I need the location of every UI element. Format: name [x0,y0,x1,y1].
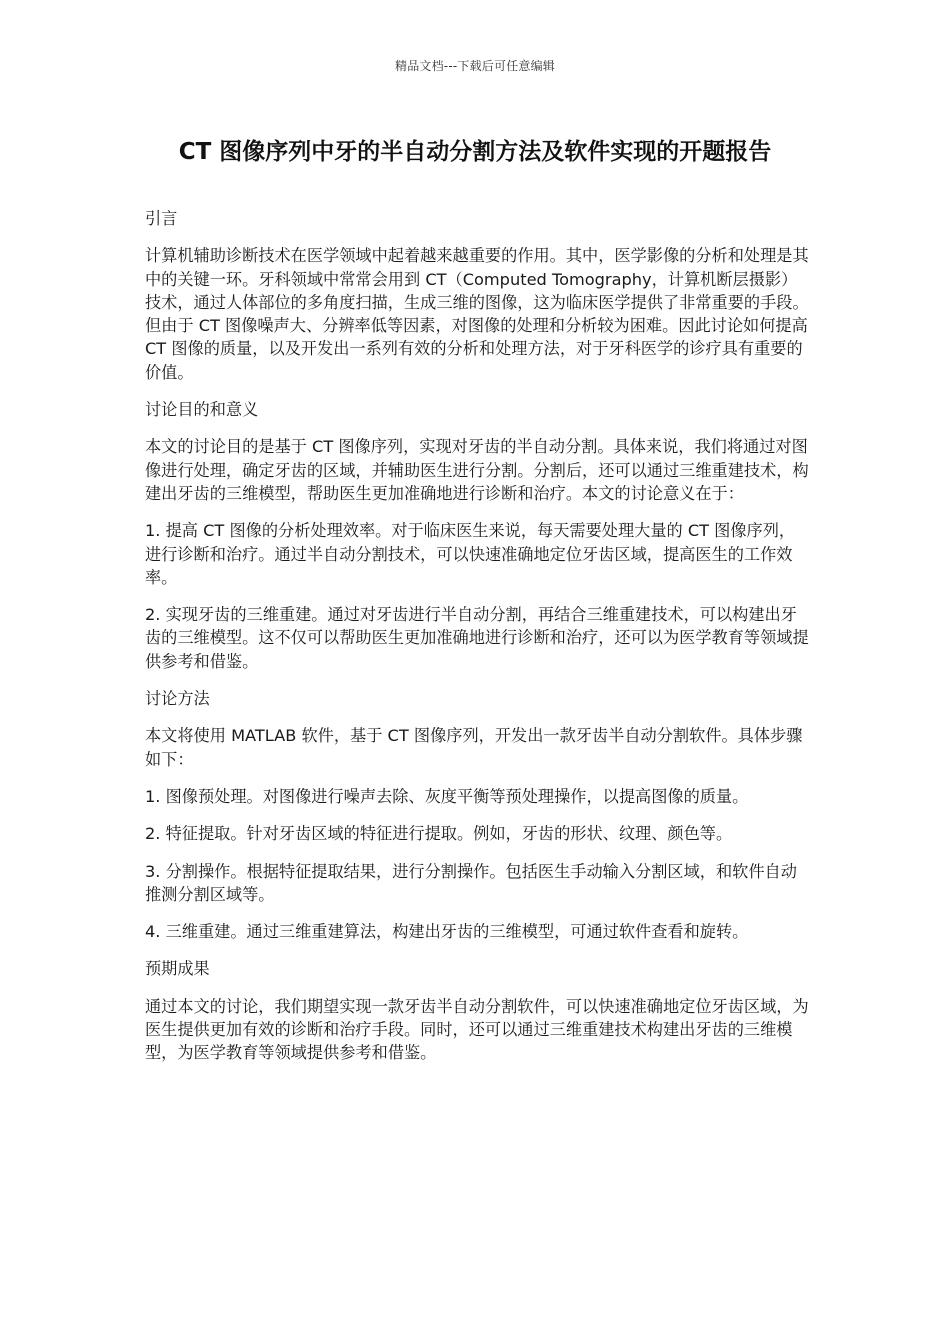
paragraph: 计算机辅助诊断技术在医学领域中起着越来越重要的作用。其中，医学影像的分析和处理是其中的关键一环。牙科领域中常常会用到 CT（Computed Tomography，计算机断层摄影）技术，通过人体部位的多角度扫描，生成三维的图像，这为临床医学提供了非常重要的手段。但由于 CT 图像噪声大、分辨率低等因素，对图像的处理和分析较为困难。因此讨论如何提高 CT 图像的质量，以及开发出一系列有效的分析和处理方法，对于牙科医学的诊疗具有重要的价值。 [145,246,809,382]
list-item: 4. 三维重建。通过三维重建算法，构建出牙齿的三维模型，可通过软件查看和旋转。 [145,922,749,942]
section-heading-method: 讨论方法 [145,689,210,709]
paragraph: 本文将使用 MATLAB 软件，基于 CT 图像序列，开发出一款牙齿半自动分割软件。具体步骤如下： [145,726,803,769]
list-item: 1. 图像预处理。对图像进行噪声去除、灰度平衡等预处理操作，以提高图像的质量。 [145,786,749,806]
list-item: 3. 分割操作。根据特征提取结果，进行分割操作。包括医生手动输入分割区域，和软件自动推测分割区域等。 [145,861,797,904]
header-note: 精品文档---下载后可任意编辑 [395,59,555,73]
list-item: 2. 特征提取。针对牙齿区域的特征进行提取。例如，牙齿的形状、纹理、颜色等。 [145,824,733,844]
paragraph: 通过本文的讨论，我们期望实现一款牙齿半自动分割软件，可以快速准确地定位牙齿区域，为医生提供更加有效的诊断和治疗手段。同时，还可以通过三维重建技术构建出牙齿的三维模型，为医学教育等领域提供参考和借鉴。 [145,996,809,1063]
paragraph: 本文的讨论目的是基于 CT 图像序列，实现对牙齿的半自动分割。具体来说，我们将通过对图像进行处理，确定牙齿的区域，并辅助医生进行分割。分割后，还可以通过三维重建技术，构建出牙齿的三维模型，帮助医生更加准确地进行诊断和治疗。本文的讨论意义在于： [145,437,809,503]
document-title: CT 图像序列中牙的半自动分割方法及软件实现的开题报告 [178,139,772,165]
list-item: 1. 提高 CT 图像的分析处理效率。对于临床医生来说，每天需要处理大量的 CT 图像序列，进行诊断和治疗。通过半自动分割技术，可以快速准确地定位牙齿区域，提高医生的工作效率。 [145,521,796,587]
section-heading-expected-results: 预期成果 [145,959,210,979]
section-heading-purpose: 讨论目的和意义 [145,400,259,420]
document-body [145,207,810,1079]
section-heading-introduction: 引言 [145,209,178,228]
list-item: 2. 实现牙齿的三维重建。通过对牙齿进行半自动分割，再结合三维重建技术，可以构建出牙齿的三维模型。这不仅可以帮助医生更加准确地进行诊断和治疗，还可以为医学教育等领域提供参考和借鉴。 [145,605,809,671]
